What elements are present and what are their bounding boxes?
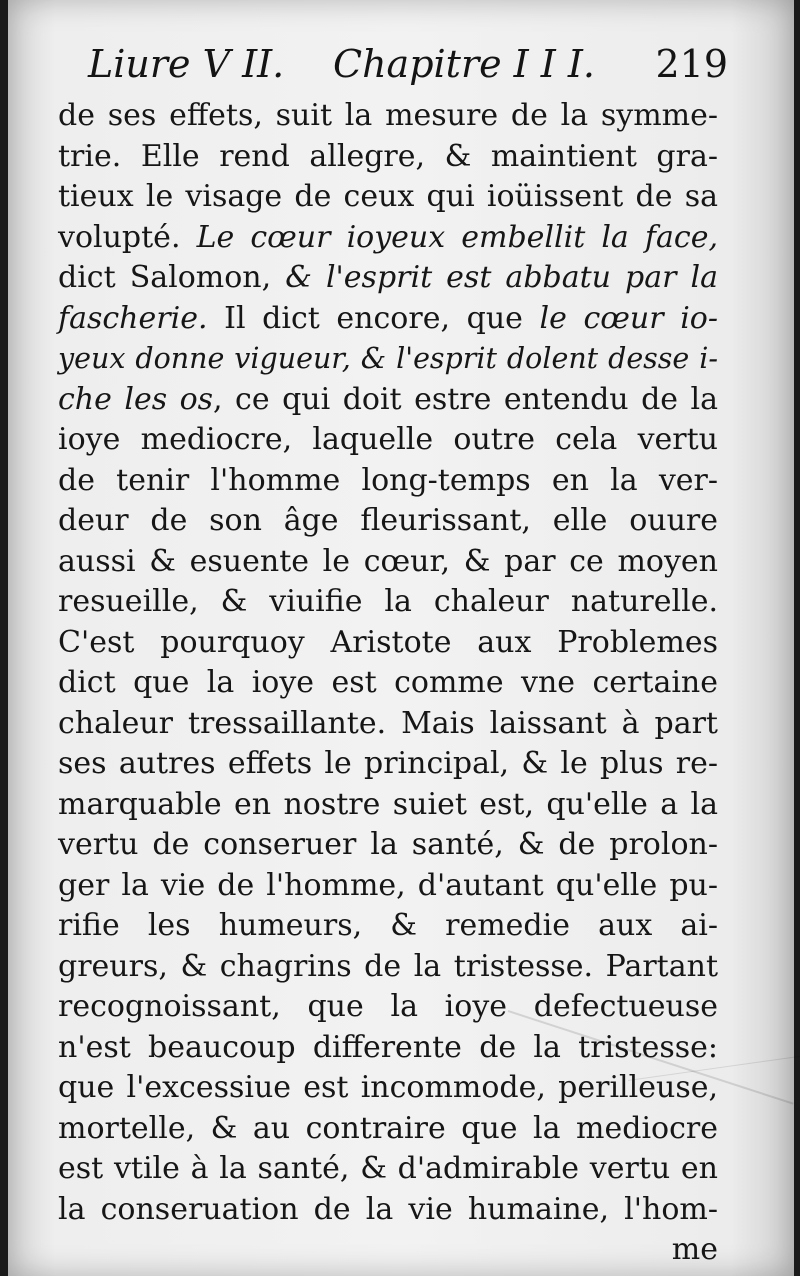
text-run: deur de son âge fleurissant, elle ouure: [58, 503, 718, 538]
italic-quotation: & l'esprit est abbatu par la: [285, 260, 718, 295]
text-run: chaleur tressaillante. Mais laissant à part: [58, 705, 718, 741]
italic-quotation: Le cœur ioyeux embellit la face,: [196, 219, 718, 255]
text-line: [58, 380, 718, 421]
page-number: 219: [655, 42, 728, 86]
text-line: [58, 906, 718, 947]
text-line: [58, 218, 718, 259]
text-run: ioye mediocre, laquelle outre cela vertu: [58, 422, 718, 457]
text-run: la conseruation de la vie humaine, l'hom-: [58, 1191, 718, 1227]
text-line: [58, 1068, 718, 1109]
text-line: [58, 987, 718, 1028]
text-run: greurs, & chagrins de la tristesse. Partant: [58, 948, 718, 984]
text-line: [58, 501, 718, 542]
italic-quotation: fascherie.: [58, 300, 208, 336]
text-run: , ce qui doit estre entendu de la: [213, 381, 718, 417]
text-run: de tenir l'homme long-temps en la ver-: [58, 462, 718, 498]
text-run: Il dict encore, que: [207, 300, 540, 336]
book-label: Liure V II.: [88, 42, 285, 86]
text-run: de ses effets, suit la mesure de la symme-: [58, 98, 718, 133]
text-line: [58, 785, 718, 826]
text-line: [58, 461, 718, 502]
text-run: vertu de conseruer la santé, & de prolon-: [58, 827, 718, 862]
text-line: [58, 582, 718, 623]
italic-quotation: che les os: [58, 381, 214, 417]
text-run: mortelle, & au contraire que la mediocre: [58, 1110, 718, 1146]
text-line: [58, 1149, 718, 1190]
text-line: [58, 663, 718, 704]
text-line: [58, 744, 718, 785]
text-line: [58, 137, 718, 178]
text-line: [58, 1190, 718, 1231]
text-run: C'est pourquoy Aristote aux Problemes: [58, 624, 718, 660]
text-line: [58, 339, 718, 380]
text-run: dict Salomon,: [58, 260, 286, 295]
book-page: [8, 0, 794, 1276]
text-line: [58, 96, 718, 137]
text-run: est vtile à la santé, & d'admirable vertu en: [58, 1151, 718, 1186]
text-line: [58, 866, 718, 907]
text-line: [58, 623, 718, 664]
body-text: [58, 96, 718, 1271]
text-line: [58, 1109, 718, 1150]
text-run: n'est beaucoup differente de la tristesse:: [58, 1029, 718, 1065]
text-run: marquable en nostre suiet est, qu'elle a la: [58, 786, 718, 822]
italic-quotation: le cœur io-: [539, 300, 718, 336]
text-run: dict que la ioye est comme vne certaine: [58, 665, 718, 700]
text-line: [58, 825, 718, 866]
text-run: ger la vie de l'homme, d'autant qu'elle pu-: [58, 867, 718, 903]
text-line: [58, 542, 718, 583]
catchword: me: [671, 1232, 718, 1267]
italic-quotation: yeux donne vigueur, & l'esprit dolent desse i-: [58, 342, 718, 375]
text-line: [58, 420, 718, 461]
text-line: [58, 1028, 718, 1069]
text-run: rifie les humeurs, & remedie aux ai-: [58, 908, 718, 943]
chapter-label: Chapitre I I I.: [333, 42, 595, 86]
text-line: [58, 177, 718, 218]
text-run: tieux le visage de ceux qui ioüissent de sa: [58, 179, 718, 214]
running-head: [88, 42, 728, 104]
text-run: recognoissant, que la ioye defectueuse: [58, 989, 718, 1024]
text-run: ses autres effets le principal, & le plus re-: [58, 746, 718, 781]
text-run: resueille, & viuifie la chaleur naturelle.: [58, 584, 718, 619]
text-run: aussi & esuente le cœur, & par ce moyen: [58, 543, 718, 579]
text-line: [58, 704, 718, 745]
text-run: que l'excessiue est incommode, perilleuse,: [58, 1070, 718, 1105]
text-run: trie. Elle rend allegre, & maintient gra-: [58, 138, 718, 174]
text-run: volupté.: [58, 219, 197, 255]
text-line: [58, 299, 718, 340]
text-line: [58, 947, 718, 988]
text-line: [58, 258, 718, 299]
